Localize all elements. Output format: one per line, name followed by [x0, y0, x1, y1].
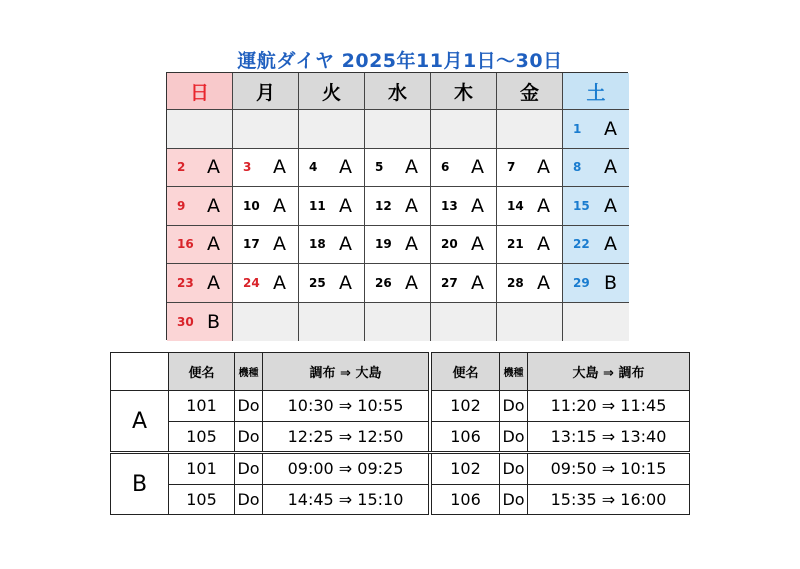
day-number: 28 [507, 275, 524, 290]
calendar-day-cell [563, 149, 629, 188]
day-pattern: A [207, 194, 220, 217]
weekday-header-wed: 水 [365, 73, 431, 110]
calendar-day-cell [431, 226, 497, 265]
day-pattern: A [339, 233, 352, 256]
day-pattern: A [405, 194, 418, 217]
day-number: 8 [573, 160, 582, 175]
calendar-day-cell [299, 226, 365, 265]
outbound-time: 12:25 ⇒ 12:50 [263, 421, 429, 453]
day-number: 18 [309, 237, 326, 252]
outbound-aircraft-type: Do [235, 421, 263, 453]
inbound-time: 09:50 ⇒ 10:15 [528, 453, 690, 485]
calendar-day-cell [365, 303, 431, 342]
calendar-day-cell [431, 264, 497, 303]
calendar-day-cell [365, 226, 431, 265]
weekday-header-mon: 月 [233, 73, 299, 110]
outbound-flight-number: 105 [169, 484, 235, 515]
weekday-header-thu: 木 [431, 73, 497, 110]
day-pattern: A [339, 194, 352, 217]
calendar-day-cell [167, 187, 233, 226]
outbound-flight-number: 101 [169, 391, 235, 422]
day-number: 23 [177, 275, 194, 290]
day-number: 19 [375, 237, 392, 252]
page-title: 運航ダイヤ 2025年11月1日～30日 [237, 50, 563, 72]
table-row [111, 453, 690, 485]
calendar-day-cell [233, 110, 299, 149]
calendar-day-cell [365, 110, 431, 149]
calendar-day-cell [497, 226, 563, 265]
outbound-aircraft-type: Do [235, 391, 263, 422]
day-pattern: A [273, 194, 286, 217]
day-pattern: A [207, 271, 220, 294]
day-number: 12 [375, 198, 392, 213]
day-pattern: A [471, 194, 484, 217]
day-pattern: A [207, 156, 220, 179]
outbound-time: 14:45 ⇒ 15:10 [263, 484, 429, 515]
calendar-day-cell [167, 264, 233, 303]
day-number: 6 [441, 160, 450, 175]
day-pattern: A [604, 156, 617, 179]
day-number: 15 [573, 198, 590, 213]
header-outbound: 調布 ⇒ 大島 [263, 353, 429, 391]
inbound-flight-number: 102 [432, 391, 500, 422]
calendar-day-cell [233, 264, 299, 303]
outbound-time: 09:00 ⇒ 09:25 [263, 453, 429, 485]
inbound-flight-number: 106 [432, 421, 500, 453]
inbound-time: 11:20 ⇒ 11:45 [528, 391, 690, 422]
pattern-label: B [111, 453, 169, 515]
calendar-day-cell [167, 303, 233, 342]
day-number: 10 [243, 198, 260, 213]
day-number: 21 [507, 237, 524, 252]
inbound-flight-number: 102 [432, 453, 500, 485]
header-aircraft-in: 機種 [500, 353, 528, 391]
weekday-header-fri: 金 [497, 73, 563, 110]
calendar-day-cell [431, 187, 497, 226]
day-number: 4 [309, 160, 318, 175]
calendar-day-cell [299, 110, 365, 149]
calendar-day-cell [365, 187, 431, 226]
day-number: 1 [573, 121, 582, 136]
day-pattern: A [537, 233, 550, 256]
calendar-day-cell [233, 187, 299, 226]
day-pattern: A [339, 156, 352, 179]
day-number: 16 [177, 237, 194, 252]
calendar-day-cell [299, 264, 365, 303]
calendar-day-cell [233, 226, 299, 265]
inbound-aircraft-type: Do [500, 421, 528, 453]
calendar-day-cell [299, 149, 365, 188]
day-number: 20 [441, 237, 458, 252]
day-number: 11 [309, 198, 326, 213]
calendar-day-cell [365, 149, 431, 188]
inbound-time: 15:35 ⇒ 16:00 [528, 484, 690, 515]
header-inbound: 大島 ⇒ 調布 [528, 353, 690, 391]
day-number: 14 [507, 198, 524, 213]
calendar-day-cell [431, 303, 497, 342]
day-number: 7 [507, 160, 516, 175]
calendar-day-cell [365, 264, 431, 303]
calendar-grid [166, 72, 628, 340]
schedule-header-row [111, 353, 690, 391]
day-number: 2 [177, 160, 186, 175]
inbound-aircraft-type: Do [500, 391, 528, 422]
header-aircraft-out: 機種 [235, 353, 263, 391]
day-pattern: A [273, 271, 286, 294]
calendar-day-cell [233, 303, 299, 342]
calendar-day-cell [563, 110, 629, 149]
day-number: 30 [177, 314, 194, 329]
schedule-table [110, 352, 690, 515]
calendar-day-cell [431, 110, 497, 149]
table-row [111, 421, 690, 453]
day-pattern: B [603, 271, 617, 294]
day-number: 26 [375, 275, 392, 290]
day-number: 29 [573, 275, 590, 290]
calendar-day-cell [497, 264, 563, 303]
day-pattern: A [537, 156, 550, 179]
day-pattern: A [471, 156, 484, 179]
header-blank-cell [111, 353, 169, 391]
calendar-day-cell [299, 303, 365, 342]
weekday-header-sat: 土 [563, 73, 629, 110]
day-pattern: A [471, 271, 484, 294]
day-pattern: A [273, 156, 286, 179]
day-number: 24 [243, 275, 260, 290]
day-number: 17 [243, 237, 260, 252]
day-pattern: A [537, 271, 550, 294]
day-pattern: A [339, 271, 352, 294]
day-pattern: A [405, 156, 418, 179]
outbound-aircraft-type: Do [235, 453, 263, 485]
outbound-flight-number: 105 [169, 421, 235, 453]
outbound-time: 10:30 ⇒ 10:55 [263, 391, 429, 422]
calendar-day-cell [563, 226, 629, 265]
weekday-header-sun: 日 [167, 73, 233, 110]
day-pattern: A [207, 233, 220, 256]
calendar-day-cell [233, 149, 299, 188]
header-flight-in: 便名 [432, 353, 500, 391]
table-row [111, 484, 690, 515]
calendar-day-cell [167, 149, 233, 188]
day-number: 22 [573, 237, 590, 252]
calendar-day-cell [497, 110, 563, 149]
calendar-day-cell [167, 226, 233, 265]
header-flight-out: 便名 [169, 353, 235, 391]
day-number: 25 [309, 275, 326, 290]
calendar-day-cell [431, 149, 497, 188]
calendar-day-cell [497, 149, 563, 188]
inbound-flight-number: 106 [432, 484, 500, 515]
calendar-day-cell [167, 110, 233, 149]
day-number: 27 [441, 275, 458, 290]
inbound-time: 13:15 ⇒ 13:40 [528, 421, 690, 453]
outbound-flight-number: 101 [169, 453, 235, 485]
day-pattern: B [206, 310, 220, 333]
day-number: 3 [243, 160, 252, 175]
day-number: 5 [375, 160, 384, 175]
outbound-aircraft-type: Do [235, 484, 263, 515]
day-number: 13 [441, 198, 458, 213]
calendar-day-cell [563, 303, 629, 342]
day-pattern: A [604, 194, 617, 217]
day-pattern: A [471, 233, 484, 256]
table-row [111, 391, 690, 422]
calendar-day-cell [497, 303, 563, 342]
calendar-day-cell [497, 187, 563, 226]
day-pattern: A [273, 233, 286, 256]
calendar-day-cell [563, 187, 629, 226]
calendar-day-cell [299, 187, 365, 226]
weekday-header-tue: 火 [299, 73, 365, 110]
day-pattern: A [405, 233, 418, 256]
day-pattern: A [537, 194, 550, 217]
day-pattern: A [604, 233, 617, 256]
day-number: 9 [177, 198, 186, 213]
pattern-label: A [111, 391, 169, 453]
day-pattern: A [604, 117, 617, 140]
inbound-aircraft-type: Do [500, 484, 528, 515]
day-pattern: A [405, 271, 418, 294]
calendar-day-cell [563, 264, 629, 303]
inbound-aircraft-type: Do [500, 453, 528, 485]
